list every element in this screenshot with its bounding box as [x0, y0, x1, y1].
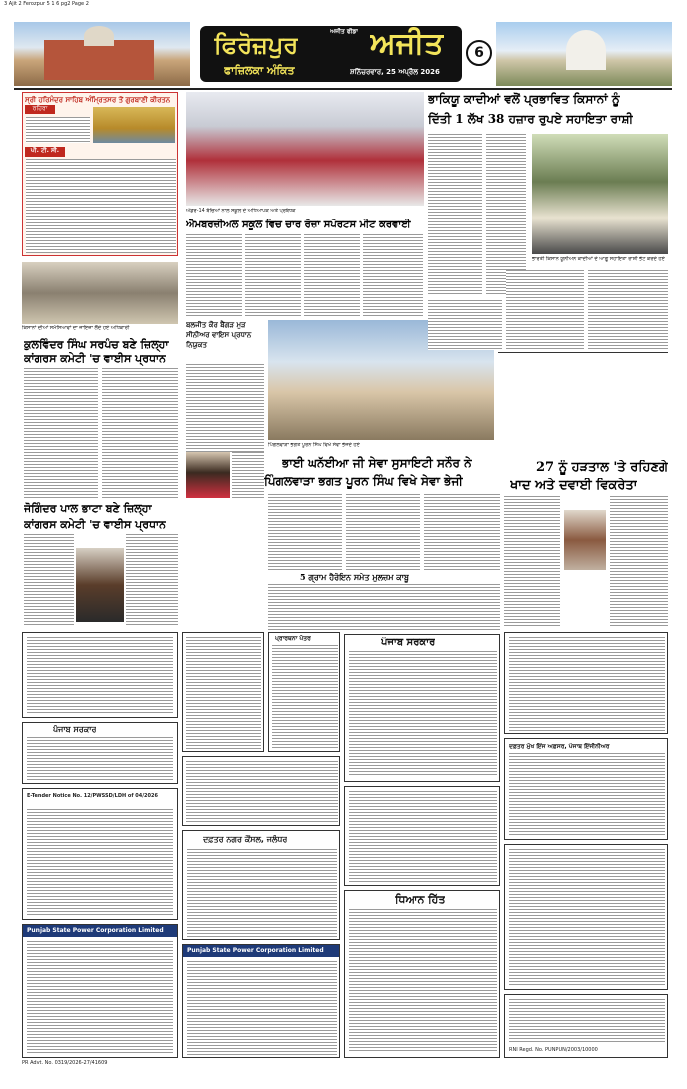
ad-right-2: [504, 844, 668, 990]
masthead-rule: [14, 88, 672, 90]
ad-notice: [268, 632, 340, 752]
seva-caption: ਪਿੰਗਲਵਾੜਾ ਭਗਤ ਪੂਰਨ ਸਿੰਘ ਵਿਖੇ ਸੇਵਾ ਭੇਜਦੇ ਹੋਏ: [268, 442, 360, 448]
ad-daftar-engineer: [504, 738, 668, 840]
ad-left-2: [22, 722, 178, 784]
ad-center-2: [182, 756, 340, 826]
kulwinder-head-2: ਕਾਂਗਰਸ ਕਮੇਟੀ 'ਚ ਵਾਈਸ ਪ੍ਰਧਾਨ: [24, 352, 167, 365]
heroin-headline: 5 ਗ੍ਰਾਮ ਹੈਰੋਇਨ ਸਮੇਤ ਮੁਲਜ਼ਮ ਕਾਬੂ: [300, 572, 409, 582]
mlyu-body-2: [232, 452, 264, 498]
strike-body-2: [610, 496, 668, 626]
ad-right-1: [504, 632, 668, 734]
heroin-body: [268, 584, 500, 632]
gurdwara-box: [22, 92, 178, 256]
school-body-3: [304, 234, 360, 316]
school-photo: [186, 92, 424, 206]
ad-center-1: [182, 632, 264, 752]
color-registration-bar: [120, 1066, 560, 1074]
seva-headline-2: ਪਿੰਗਲਵਾੜਾ ਭਗਤ ਪੂਰਨ ਸਿੰਘ ਵਿਖੇ ਸੇਵਾ ਭੇਜੀ: [264, 474, 463, 488]
tender-text: E-Tender Notice No. 12/PWSSD/LDH of 04/2026: [27, 793, 158, 799]
pr-number: PR Advt. No. 0319/2026-27/41609: [22, 1060, 108, 1066]
joginder-body-2: [126, 534, 178, 626]
bku-body-3: [428, 300, 502, 350]
mlyu-photo: [186, 452, 230, 498]
notice-label: ਪ੍ਰਾਰਥਨਾ ਪੱਤਰ: [275, 635, 311, 642]
ptc-badge: ਪੀ. ਟੀ. ਸੀ.: [25, 147, 65, 157]
top-bar: 3 Ajit 2 Ferozpur 5 1 6 pg2 Page 2: [4, 1, 89, 7]
rni-text: RNI Regd. No. PUNPUN/2003/10000: [509, 1047, 598, 1053]
school-body-2: [245, 234, 301, 316]
strike-body-1: [504, 496, 560, 626]
kulwinder-body-2: [102, 368, 178, 498]
seva-headline-1: ਭਾਈ ਘਨੱਈਆ ਜੀ ਸੇਵਾ ਸੁਸਾਇਟੀ ਸਨੌਰ ਨੇ: [282, 456, 472, 470]
dhyan-label: ਧਿਆਨ ਹਿੱਤ: [395, 893, 446, 906]
gurdwara-title: ਸ੍ਰੀ ਹਰਿਮੰਦਰ ਸਾਹਿਬ ਅੰਮ੍ਰਿਤਸਰ ਤੋਂ ਗੁਰਬਾਣੀ ਕੀਰਤਨ: [25, 95, 171, 104]
school-body-4: [363, 234, 423, 316]
masthead-left-photo: [14, 22, 190, 86]
ad-daftar-jalandhar: [182, 830, 340, 940]
bku-divider: [498, 352, 668, 353]
strike-headline-2: ਖਾਦ ਅਤੇ ਦਵਾਈ ਵਿਕਰੇਤਾ: [510, 478, 638, 493]
joginder-body-1: [24, 534, 74, 626]
pspcl-center-banner: Punjab State Power Corporation Limited: [183, 945, 339, 957]
ad-dhyan: [344, 890, 500, 1058]
masthead-right-photo: [496, 22, 672, 86]
seva-body-2: [346, 494, 420, 570]
daftar-label: ਦਫ਼ਤਰ ਨਗਰ ਕੌਂਸਲ, ਜਲੰਧਰ: [203, 835, 288, 844]
gurdwara-body: [26, 159, 176, 253]
seva-body-1: [268, 494, 342, 570]
masthead-city: ਫਿਰੋਜ਼ਪੁਰ: [214, 30, 299, 59]
masthead-banner: [200, 26, 462, 82]
pspcl-left-banner: Punjab State Power Corporation Limited: [23, 925, 177, 937]
school-headline: ਐਮਬਰਜ਼ੀਅਲ ਸਕੂਲ ਵਿਚ ਚਾਰ ਰੋਜ਼ਾ ਸਪੋਰਟਸ ਮੀਟ ਕਰਵਾਈ: [186, 219, 411, 230]
bku-body-1: [428, 134, 482, 294]
ad-punjab-sarkar: [344, 634, 500, 782]
masthead-sub: ਫਾਜ਼ਿਲਕਾ ਅੰਕਿਤ: [224, 64, 295, 77]
masthead-date: ਸ਼ਨਿੱਚਰਵਾਰ, 25 ਅਪ੍ਰੈਲ 2026: [350, 68, 440, 76]
page-number-badge: 6: [466, 40, 492, 66]
strike-photo: [564, 510, 606, 570]
kulwinder-head-1: ਕੁਲਵਿੰਦਰ ਸਿੰਘ ਸਰਪੰਚ ਬਣੇ ਜ਼ਿਲ੍ਹਾ: [24, 338, 169, 351]
bku-headline-1: ਭਾਕਿਯੂ ਕਾਦੀਆਂ ਵਲੋਂ ਪ੍ਰਭਾਵਿਤ ਕਿਸਾਨਾਂ ਨੂੰ: [428, 92, 620, 106]
school-body-1: [186, 234, 242, 316]
farmers-photo: [22, 262, 178, 324]
masthead-paper: ਅਜੀਤ: [370, 26, 444, 61]
bku-caption: ਭਾਰਤੀ ਕਿਸਾਨ ਯੂਨੀਅਨ ਕਾਦੀਆਂ ਦੇ ਆਗੂ ਸਹਾਇਤਾ ਰਾਸ਼ੀ ਭੇਟ ਕਰਦੇ ਹੋਏ: [532, 256, 665, 262]
masthead-tagline: ਅਜੀਤ ਫੀਡਾ: [330, 28, 359, 35]
daftar-engineer-label: ਦਫ਼ਤਰ ਮੁੱਖ ਇੰਜ ਅਫ਼ਸਰ, ਪੰਜਾਬ ਇੰਜੀਨੀਅਰ: [509, 743, 610, 750]
mlyu-body: [186, 364, 264, 452]
kulwinder-body-1: [24, 368, 98, 498]
farmers-caption: ਕਿਸਾਨਾਂ ਦੀਆਂ ਸਮੱਸਿਆਵਾਂ ਦਾ ਜਾਇਜ਼ਾ ਲੈਂਦੇ ਹੋਏ ਅਧਿਕਾਰੀ: [22, 325, 130, 331]
ad-left-1: [22, 632, 178, 718]
gurdwara-text: [26, 117, 90, 143]
bku-headline-2: ਦਿੱਤੀ 1 ਲੱਖ 38 ਹਜ਼ਾਰ ਰੁਪਏ ਸਹਾਇਤਾ ਰਾਸ਼ੀ: [428, 112, 634, 126]
gurdwara-badge: ਰਹਿਰਾ: [25, 105, 55, 114]
joginder-photo: [76, 548, 124, 622]
mlyu-headline: ਬਲਜੀਤ ਕੌਰ ਬੈਂਗੜ ਮੁੜ ਸੀਨੀਅਰ ਵਾਇਸ ਪ੍ਰਧਾਨ ਨਿਯੁਕਤ: [186, 320, 252, 349]
bku-body-4: [506, 270, 584, 350]
ad-pspcl-center: [182, 944, 340, 1058]
punjab-govt-label: ਪੰਜਾਬ ਸਰਕਾਰ: [381, 637, 436, 648]
strike-headline-1: 27 ਨੂੰ ਹੜਤਾਲ 'ਤੇ ਰਹਿਣਗੇ: [536, 460, 668, 475]
bku-photo: [532, 134, 668, 254]
bku-body-5: [588, 270, 668, 350]
ad-left-3: [22, 788, 178, 920]
ad-center-right: [344, 786, 500, 886]
ad-pspcl-left: [22, 924, 178, 1058]
golden-temple-photo: [93, 107, 175, 143]
joginder-head-2: ਕਾਂਗਰਸ ਕਮੇਟੀ 'ਚ ਵਾਈਸ ਪ੍ਰਧਾਨ: [24, 518, 167, 531]
punjab-govt-label-left: ਪੰਜਾਬ ਸਰਕਾਰ: [53, 725, 97, 734]
joginder-head-1: ਜੋਗਿੰਦਰ ਪਾਲ ਭਾਟਾ ਬਣੇ ਜ਼ਿਲ੍ਹਾ: [24, 502, 152, 515]
seva-body-3: [424, 494, 500, 570]
school-caption: ਅੰਡਰ-14 ਬੱਚਿਆਂ ਨਾਲ ਸਕੂਲ ਦੇ ਅਧਿਆਪਕ ਅਤੇ ਪ੍ਰਬੰਧਕ: [186, 208, 296, 214]
ad-right-3: [504, 994, 668, 1058]
